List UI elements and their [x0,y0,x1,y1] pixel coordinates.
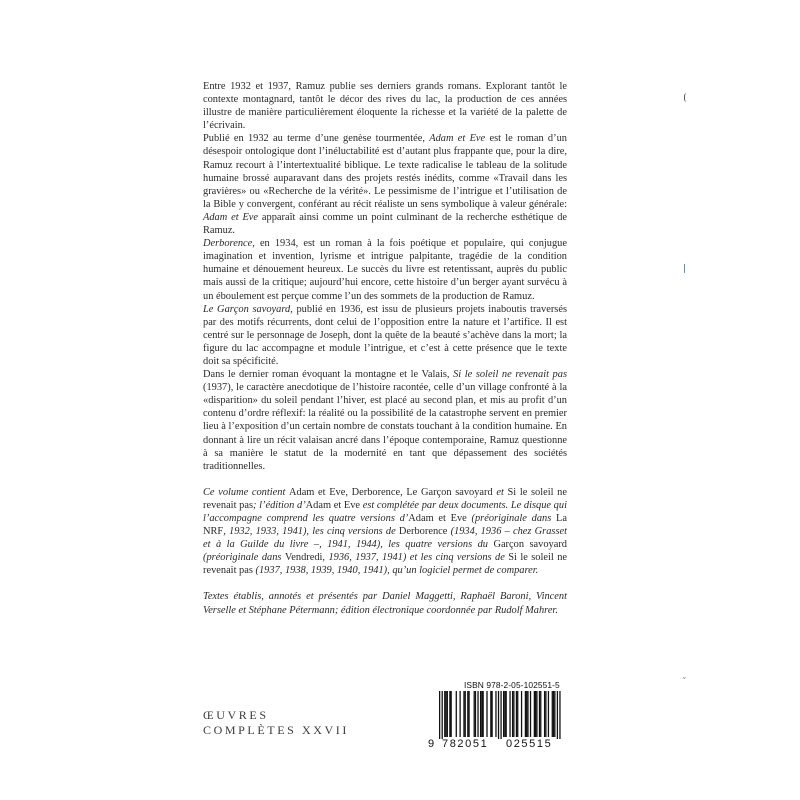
italic-text-run: Adam et Eve [203,211,259,223]
blurb-text-block [203,80,567,617]
barcode-bar [465,691,466,737]
blurb-paragraph [203,80,567,132]
text-run: , en 1934, est un roman à la fois poétique et populaire, qui conjugue imagination et invention, lyrisme et intrigue palpitante, tragédie de la condition humaine et dénouement heureux. Le succès du livre est retentissant, auprès du public mais aussi de la critique; aujourd’hui encore, cette histoire d’un berger ayant survécu à un éboulement est perçue comme l’un des sommets de la production de Ramuz. [203,238,567,302]
barcode-digit-group-right: 025515 [506,738,553,750]
barcode-bar [442,691,443,739]
italic-text-run: , 1932, 1933, 1941), les cinq versions de [223,526,399,538]
italic-text-run: (1937, 1938, 1939, 1940, 1941), qu’un logiciel permet de comparer. [252,565,539,577]
barcode-bar [535,691,536,737]
edge-tick-mark [684,264,685,273]
text-run: Dans le dernier roman évoquant la montagne et le Valais, [203,369,454,381]
barcode-bar [481,691,482,737]
italic-text-run: Derborence [203,238,253,250]
barcode-bar [539,691,540,737]
series-title-line1: ŒUVRES [203,708,269,722]
barcode-bar [517,691,518,737]
italic-text-run: et [496,486,508,498]
barcode-bar [498,691,499,739]
barcode-bar [483,691,484,737]
italic-text-run: (1934, 1936 – chez Grasset et à la Guilde du livre –, 1941, 1944), les quatre versions du [203,526,567,551]
edge-dot-mark: ˇ [683,676,686,685]
text-run: Adam et Eve [408,513,467,524]
barcode-bar [540,691,541,737]
barcode-bar [526,691,527,737]
contents-note [203,486,567,578]
barcode-bar [451,691,452,737]
barcode-bar [467,691,468,737]
text-run: Si le soleil ne revenait pas [203,552,567,577]
barcode-digit-group-left: 782051 [442,738,489,750]
barcode-bar [552,691,553,737]
series-title [203,708,349,738]
barcode-bar [553,691,554,737]
barcode-bar [513,691,514,737]
barcode-bar [490,691,491,737]
barcode-bar [527,691,528,737]
barcode-bar [477,691,478,737]
text-run: est le roman d’un désespoir ontologique dont l’inéluctabilité est d’autant plus frappante que, pour la dire, Ramuz recourt à l’intertextualité biblique. Le texte radicalise le tableau de la solitude humaine brossé auparavant dans des projets restés inédits, comme «Travail dans les gravières» ou «Recherche de la vérité». Le pessimisme de l’intrigue et l’utilisation de la Bible y convergent, conférant au récit réaliste un sens symbolique à valeur générale: [203,133,567,210]
barcode-bar [475,691,476,737]
barcode-bar [480,691,481,737]
barcode-bar [447,691,448,737]
barcode-bar [463,691,464,737]
text-run: Adam et Eve, Derborence, Le Garçon savoyard [289,486,497,498]
barcode-bar [509,691,510,737]
edge-bracket-mark [684,93,688,102]
barcode-bar [449,691,450,737]
text-run: Derborence [398,526,448,538]
italic-text-run: ; l’édition d’ [252,499,306,511]
barcode-bar [506,691,507,737]
text-run: Si le soleil ne revenait pas [203,486,567,511]
italic-text-run: Le Garçon savoyard [203,303,291,315]
barcode-bar [521,691,522,737]
text-run: Garçon savoyard [493,539,567,551]
barcode-bar [445,691,446,737]
barcode-bar [495,691,496,737]
blurb-paragraph [203,303,567,368]
barcode-bar [530,691,531,737]
barcode-bar [516,691,517,737]
barcode-bar [503,691,504,737]
text-run: Vendredi [284,552,323,564]
text-run: Entre 1932 et 1937, Ramuz publie ses derniers grands romans. Explorant tantôt le contexte montagnard, tantôt le décor des rives du lac, la production de ces années illustre de manière particulièrement éloquente la richesse et la variété de la palette de l’écrivain. [203,81,567,132]
isbn-barcode [428,680,566,752]
barcode-bar [456,691,457,737]
barcode-bar [534,691,535,737]
barcode-bar [439,691,440,739]
italic-text-run: , 1936, 1937, 1941) et les cinq versions de [322,552,509,564]
italic-text-run: Ce volume contient [203,486,289,498]
barcode-bar [491,691,492,737]
barcode-bar [459,691,460,737]
italic-text-run: Si le soleil ne revenait pas [453,369,567,381]
barcode-bar [557,691,558,739]
italic-text-run: est complétée par deux documents. Le disque qui l’accompagne comprend les quatre versions d’ [203,499,567,524]
blurb-paragraph [203,368,567,473]
isbn-label: ISBN 978-2-05-102551-5 [464,680,560,690]
barcode-bar [554,691,555,737]
text-run: , publié en 1936, est issu de plusieurs projets inaboutis traversés par des motifs récurrents, dont celui de l’opposition entre la nature et l’artifice. Il est centré sur le personnage de Joseph, dont la quête de la beauté s’achève dans la mort; la figure du lac accompagne et module l’intrigue, et c’est à cette présence que le texte doit sa spécificité. [203,303,567,367]
text-run: La NRF [203,513,567,538]
text-run: Adam et Eve [305,499,361,511]
text-run: apparaît ainsi comme un point culminant de la recherche esthétique de Ramuz. [203,211,568,237]
text-run: Publié en 1932 au terme d’une genèse tourmentée, [203,133,430,145]
barcode-bars [428,691,566,739]
barcode-bar [525,691,526,737]
series-title-line2: COMPLÈTES XXVII [203,723,349,737]
barcode-bar [444,691,445,737]
barcode-bar [504,691,505,737]
barcode-digit-first: 9 [428,738,435,750]
text-run: (1937), le caractère anecdotique de l’histoire racontée, celle d’un village confronté à la «disparition» du soleil pendant l’hiver, est placé au second plan, et mis au profit d’un contenu d’ordre réflexif: la réalité ou la possibilité de la catastrophe servent en premier lieu à l’exposition d’un certain nombre de constats touchant à la condition humaine. En donnant à lire un récit valaisan ancré dans l’époque contemporaine, Ramuz questionne à sa manière le statut de la modernité en tant que dépassement des sociétés traditionnelles. [203,382,567,472]
barcode-bar [548,691,549,737]
barcode-bar [536,691,537,737]
barcode-bar [500,691,501,739]
italic-text-run: (préoriginale dans [466,513,557,524]
barcode-bar [468,691,469,737]
editorial-credits: Textes établis, annotés et présentés par Daniel Maggetti, Raphaël Baroni, Vincent Verselle et Stéphane Pétermann; édition électronique coordonnée par Rudolf Mahrer. [203,591,567,616]
barcode-bar [545,691,546,737]
barcode-bar [512,691,513,737]
italic-text-run: (préoriginale dans [203,552,285,564]
barcode-bar [544,691,545,737]
blurb-paragraph [203,132,567,237]
barcode-bar [559,691,560,739]
blurb-paragraph [203,237,567,302]
barcode-bar [486,691,487,737]
barcode-bar [474,691,475,737]
italic-text-run: Adam et Eve [429,133,486,145]
